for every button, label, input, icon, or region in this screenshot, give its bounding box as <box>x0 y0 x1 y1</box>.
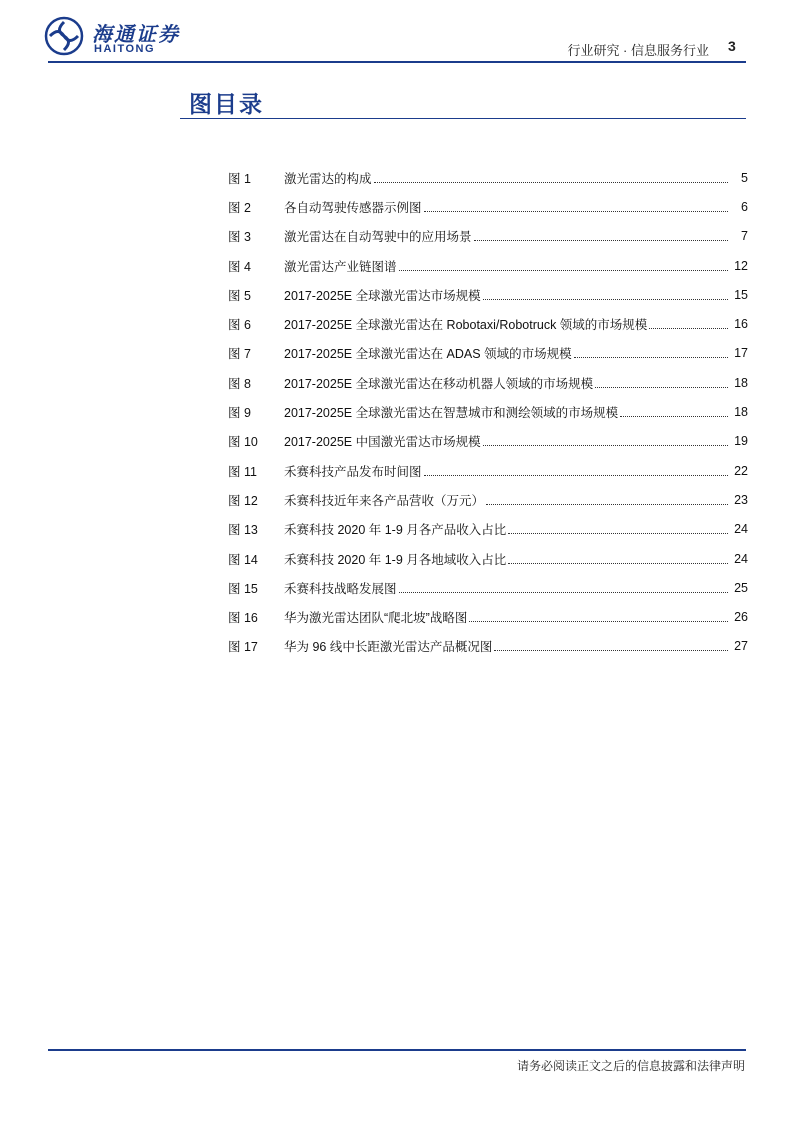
header-divider <box>48 61 746 63</box>
toc-page-number: 18 <box>734 375 748 390</box>
toc-entry[interactable] <box>228 339 748 368</box>
toc-page-number: 7 <box>741 229 748 244</box>
toc-entry[interactable] <box>228 192 748 221</box>
toc-page-number: 24 <box>734 551 748 566</box>
toc-leader-dots <box>508 532 728 534</box>
toc-figure-title: 各自动驾驶传感器示例图 <box>284 200 422 215</box>
toc-figure-title: 激光雷达的构成 <box>284 171 372 186</box>
toc-figure-title: 2017-2025E 全球激光雷达市场规模 <box>284 288 481 303</box>
toc-leader-dots <box>424 474 728 476</box>
toc-figure-number: 图 7 <box>228 347 251 362</box>
toc-page-number: 19 <box>734 434 748 449</box>
toc-leader-dots <box>574 356 728 358</box>
toc-figure-number: 图 11 <box>228 464 257 479</box>
page-title: 图目录 <box>189 92 264 118</box>
page-number: 3 <box>728 38 736 54</box>
company-logo <box>44 16 194 60</box>
toc-leader-dots <box>474 239 728 241</box>
toc-page-number: 5 <box>741 170 748 185</box>
toc-entry[interactable] <box>228 368 748 397</box>
toc-figure-title: 2017-2025E 全球激光雷达在移动机器人领域的市场规模 <box>284 376 594 391</box>
toc-leader-dots <box>649 327 728 329</box>
toc-figure-title: 2017-2025E 全球激光雷达在智慧城市和测绘领域的市场规模 <box>284 406 619 421</box>
toc-entry[interactable] <box>228 163 748 192</box>
toc-figure-title: 激光雷达产业链图谱 <box>284 259 397 274</box>
toc-leader-dots <box>469 620 728 622</box>
toc-figure-number: 图 5 <box>228 288 251 303</box>
toc-figure-number: 图 8 <box>228 376 251 391</box>
toc-entry[interactable] <box>228 485 748 514</box>
toc-page-number: 26 <box>734 610 748 625</box>
toc-figure-number: 图 13 <box>228 523 258 538</box>
toc-entry[interactable] <box>228 573 748 602</box>
toc-page-number: 12 <box>734 258 748 273</box>
toc-figure-number: 图 9 <box>228 406 251 421</box>
toc-entry[interactable] <box>228 602 748 631</box>
toc-entry[interactable] <box>228 544 748 573</box>
toc-figure-number: 图 4 <box>228 259 251 274</box>
footer-divider <box>48 1049 746 1051</box>
toc-entry[interactable] <box>228 309 748 338</box>
toc-leader-dots <box>399 591 728 593</box>
toc-leader-dots <box>399 269 728 271</box>
toc-leader-dots <box>595 386 728 388</box>
toc-leader-dots <box>508 562 728 564</box>
toc-figure-title: 禾赛科技 2020 年 1-9 月各地域收入占比 <box>284 552 507 567</box>
toc-entry[interactable] <box>228 632 748 661</box>
page-header <box>0 0 793 70</box>
toc-figure-title: 华为 96 线中长距激光雷达产品概况图 <box>284 640 493 655</box>
toc-leader-dots <box>424 210 728 212</box>
toc-figure-number: 图 14 <box>228 552 258 567</box>
toc-figure-title: 华为激光雷达团队“爬北坡”战略图 <box>284 611 468 626</box>
toc-entry[interactable] <box>228 456 748 485</box>
toc-figure-title: 2017-2025E 全球激光雷达在 ADAS 领域的市场规模 <box>284 347 572 362</box>
toc-entry[interactable] <box>228 427 748 456</box>
title-divider <box>180 118 746 119</box>
toc-page-number: 24 <box>734 522 748 537</box>
toc-figure-number: 图 2 <box>228 200 251 215</box>
toc-leader-dots <box>620 415 728 417</box>
toc-figure-number: 图 16 <box>228 611 258 626</box>
toc-page-number: 25 <box>734 580 748 595</box>
toc-figure-title: 2017-2025E 中国激光雷达市场规模 <box>284 435 481 450</box>
toc-page-number: 23 <box>734 492 748 507</box>
toc-entry[interactable] <box>228 515 748 544</box>
toc-entry[interactable] <box>228 251 748 280</box>
footer-disclaimer: 请务必阅读正文之后的信息披露和法律声明 <box>516 1059 745 1073</box>
toc-figure-title: 2017-2025E 全球激光雷达在 Robotaxi/Robotruck 领域的市场规模 <box>284 318 648 333</box>
toc-page-number: 15 <box>734 287 748 302</box>
toc-page-number: 6 <box>741 199 748 214</box>
toc-page-number: 22 <box>734 463 748 478</box>
toc-entry[interactable] <box>228 397 748 426</box>
toc-figure-number: 图 1 <box>228 171 251 186</box>
toc-figure-number: 图 3 <box>228 230 251 245</box>
toc-figure-number: 图 17 <box>228 640 258 655</box>
toc-entry[interactable] <box>228 280 748 309</box>
logo-chinese-name: 海通证券 <box>92 22 180 46</box>
logo-english-name: HAITONG <box>94 43 156 55</box>
toc-figure-title: 禾赛科技 2020 年 1-9 月各产品收入占比 <box>284 523 507 538</box>
toc-figure-title: 禾赛科技产品发布时间图 <box>284 464 422 479</box>
toc-page-number: 27 <box>734 639 748 654</box>
haitong-logo-icon <box>44 16 84 56</box>
report-category: 行业研究 · 信息服务行业 <box>567 43 709 58</box>
toc-leader-dots <box>483 444 728 446</box>
toc-figure-title: 禾赛科技战略发展图 <box>284 581 397 596</box>
toc-leader-dots <box>374 181 728 183</box>
toc-figure-title: 激光雷达在自动驾驶中的应用场景 <box>284 230 472 245</box>
toc-entry[interactable] <box>228 222 748 251</box>
toc-figure-number: 图 6 <box>228 318 251 333</box>
toc-leader-dots <box>483 298 728 300</box>
toc-page-number: 18 <box>734 405 748 420</box>
toc-figure-number: 图 10 <box>228 435 258 450</box>
toc-figure-number: 图 15 <box>228 581 258 596</box>
toc-figure-number: 图 12 <box>228 493 258 508</box>
toc-leader-dots <box>494 649 728 651</box>
toc-page-number: 16 <box>734 317 748 332</box>
toc-leader-dots <box>486 503 728 505</box>
toc-page-number: 17 <box>734 346 748 361</box>
toc-figure-title: 禾赛科技近年来各产品营收（万元） <box>284 493 485 508</box>
figure-index <box>228 163 748 661</box>
